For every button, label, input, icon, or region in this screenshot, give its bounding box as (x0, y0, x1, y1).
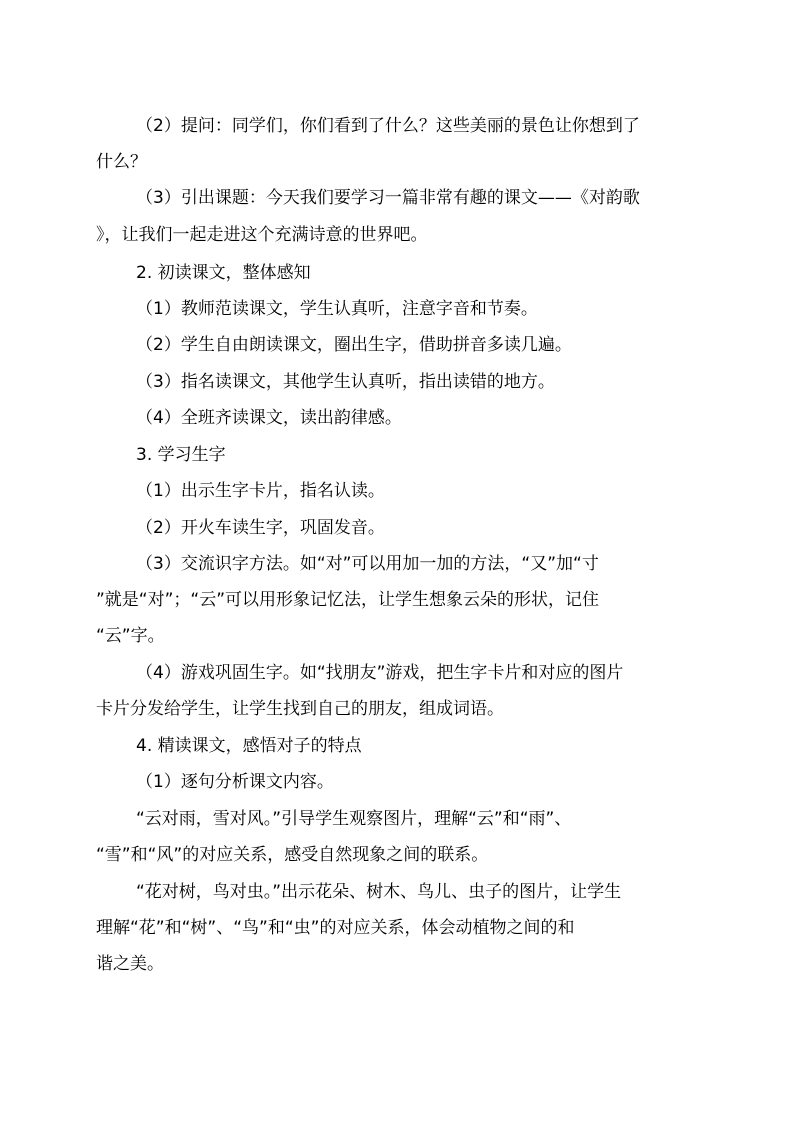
section-heading: 2. 初读课文，整体感知 (136, 263, 311, 283)
text-line: （3）指名读课文，其他学生认真听，指出读错的地方。 (136, 372, 555, 392)
section-heading: 4. 精读课文，感悟对子的特点 (136, 736, 362, 756)
text-line: 理解“花”和“树”、“鸟”和“虫”的对应关系，体会动植物之间的和 (96, 918, 575, 938)
text-line: （4）游戏巩固生字。如“找朋友”游戏，把生字卡片和对应的图片 (136, 663, 624, 683)
text-line: “花对树，鸟对虫。”出示花朵、树木、鸟儿、虫子的图片，让学生 (136, 882, 622, 902)
text-line: ”就是“对”；“云”可以用形象记忆法，让学生想象云朵的形状，记住 (96, 590, 600, 610)
text-line: 谐之美。 (96, 954, 164, 974)
section-heading: 3. 学习生字 (136, 445, 226, 465)
text-line: “云”字。 (96, 626, 165, 646)
text-line: “云对雨，雪对风。”引导学生观察图片，理解“云”和“雨”、 (136, 809, 572, 829)
text-line: （1）出示生字卡片，指名认读。 (136, 481, 385, 501)
text-line: “雪”和“风”的对应关系，感受自然现象之间的联系。 (96, 845, 489, 865)
text-line: 卡片分发给学生，让学生找到自己的朋友，组成词语。 (96, 699, 504, 719)
text-line: （1）教师范读课文，学生认真听，注意字音和节奏。 (136, 299, 538, 319)
text-line: （2）开火车读生字，巩固发音。 (136, 518, 385, 538)
text-line: 》，让我们一起走进这个充满诗意的世界吧。 (96, 225, 428, 245)
text-line: （1）逐句分析课文内容。 (136, 772, 334, 792)
text-line: 什么？ (96, 152, 147, 172)
text-line: （3）引出课题：今天我们要学习一篇非常有趣的课文——《对韵歌 (136, 188, 640, 208)
text-line: （2）提问：同学们，你们看到了什么？这些美丽的景色让你想到了 (136, 116, 640, 136)
text-line: （3）交流识字方法。如“对”可以用加一加的方法，“又”加“寸 (136, 554, 599, 574)
text-line: （4）全班齐读课文，读出韵律感。 (136, 408, 402, 428)
text-line: （2）学生自由朗读课文，圈出生字，借助拼音多读几遍。 (136, 335, 572, 355)
